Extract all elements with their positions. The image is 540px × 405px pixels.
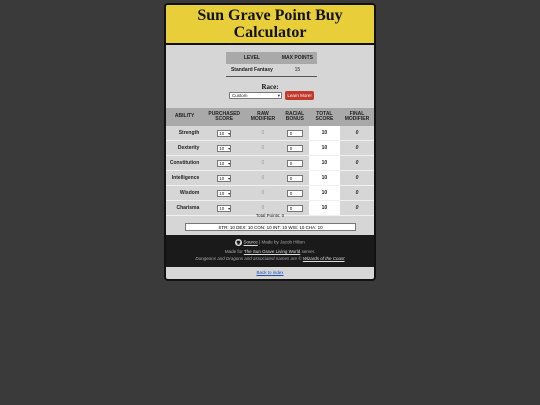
max-points-value: 15: [278, 64, 317, 77]
page-title: [166, 5, 374, 41]
race-label: Race:: [261, 83, 279, 91]
chevron-down-icon: ▾: [228, 175, 231, 181]
abilities-table: [166, 108, 374, 216]
raw-modifier-header: RAW MODIFIER: [245, 108, 281, 126]
total-score: 10: [309, 126, 340, 141]
raw-modifier: 0: [245, 141, 281, 156]
purchased-score-select[interactable]: 10 ▾: [219, 190, 231, 196]
score-summary-field[interactable]: STR: 10 DEX: 10 CON: 10 INT: 10 WIS: 10 CHA: 10: [185, 223, 356, 231]
racial-bonus-input[interactable]: 0: [287, 205, 303, 212]
total-points: Total Points: 0: [255, 213, 285, 218]
purchased-score-select[interactable]: 10 ▾: [219, 130, 231, 136]
ability-name: Wisdom: [166, 186, 203, 201]
made-for-text: Made for: [224, 249, 243, 254]
racial-bonus-input[interactable]: 0: [287, 160, 303, 167]
table-row: [166, 171, 374, 186]
race-select-value: Custom: [232, 93, 248, 98]
purchased-score-select[interactable]: 10 ▾: [219, 205, 231, 211]
table-row: [166, 126, 374, 141]
total-score: 10: [309, 141, 340, 156]
level-table: [226, 52, 317, 77]
racial-bonus-header: RACIAL BONUS: [281, 108, 309, 126]
dnd-notice: Dungeons and Dragons and associated names are ©: [195, 256, 302, 261]
ability-name: Intelligence: [166, 171, 203, 186]
raw-modifier: 0: [245, 126, 281, 141]
total-score: 10: [309, 156, 340, 171]
total-score: 10: [309, 201, 340, 216]
raw-modifier: 0: [245, 171, 281, 186]
ability-name: Dexterity: [166, 141, 203, 156]
chevron-down-icon: ▾: [277, 93, 280, 98]
github-icon: [235, 239, 242, 246]
final-modifier: 0: [340, 201, 374, 216]
racial-bonus-input[interactable]: 0: [287, 190, 303, 197]
ability-name: Constitution: [166, 156, 203, 171]
table-row: [166, 141, 374, 156]
total-score-header: TOTAL SCORE: [309, 108, 340, 126]
final-modifier: 0: [340, 171, 374, 186]
racial-bonus-input[interactable]: 0: [287, 145, 303, 152]
final-modifier: 0: [340, 141, 374, 156]
made-by-text: | Made by Jacob Hilton: [259, 239, 305, 245]
race-select[interactable]: [229, 92, 282, 99]
chevron-down-icon: ▾: [228, 205, 231, 211]
calculator-card: [164, 3, 376, 281]
final-modifier: 0: [340, 156, 374, 171]
raw-modifier: 0: [245, 156, 281, 171]
race-row: [229, 92, 317, 100]
ability-name: Charisma: [166, 201, 203, 216]
chevron-down-icon: ▾: [228, 130, 231, 136]
table-row: [166, 156, 374, 171]
learn-more-button[interactable]: Learn More!: [285, 91, 314, 100]
server-suffix: server.: [301, 249, 316, 254]
ability-name: Strength: [166, 126, 203, 141]
total-score: 10: [309, 171, 340, 186]
purchased-score-select[interactable]: 10 ▾: [219, 160, 231, 166]
wotc-link[interactable]: Wizards of the Coast: [302, 256, 345, 261]
raw-modifier: 0: [245, 186, 281, 201]
title-line-2: Calculator: [233, 24, 307, 41]
back-to-index-link[interactable]: Back to index: [256, 270, 284, 275]
server-link[interactable]: The Sun Grave Living World: [243, 249, 301, 254]
chevron-down-icon: ▾: [228, 145, 231, 151]
source-link[interactable]: Source: [243, 239, 258, 245]
ability-header: ABILITY: [166, 108, 203, 126]
chevron-down-icon: ▾: [228, 190, 231, 196]
purchased-score-select[interactable]: 10 ▾: [219, 145, 231, 151]
racial-bonus-input[interactable]: 0: [287, 130, 303, 137]
page-header: [166, 5, 374, 45]
final-modifier: 0: [340, 186, 374, 201]
chevron-down-icon: ▾: [228, 160, 231, 166]
racial-bonus-input[interactable]: 0: [287, 175, 303, 182]
table-row: [166, 186, 374, 201]
level-value: Standard Fantasy: [226, 64, 278, 77]
level-header: LEVEL: [226, 52, 278, 64]
final-modifier: 0: [340, 126, 374, 141]
title-line-1: Sun Grave Point Buy: [197, 7, 343, 24]
purchased-score-select[interactable]: 10 ▾: [219, 175, 231, 181]
footer: [166, 235, 374, 267]
purchased-header: PURCHASED SCORE: [203, 108, 245, 126]
total-score: 10: [309, 186, 340, 201]
final-modifier-header: FINAL MODIFIER: [340, 108, 374, 126]
raw-modifier: 0: [245, 201, 281, 216]
max-points-header: MAX POINTS: [278, 52, 317, 64]
